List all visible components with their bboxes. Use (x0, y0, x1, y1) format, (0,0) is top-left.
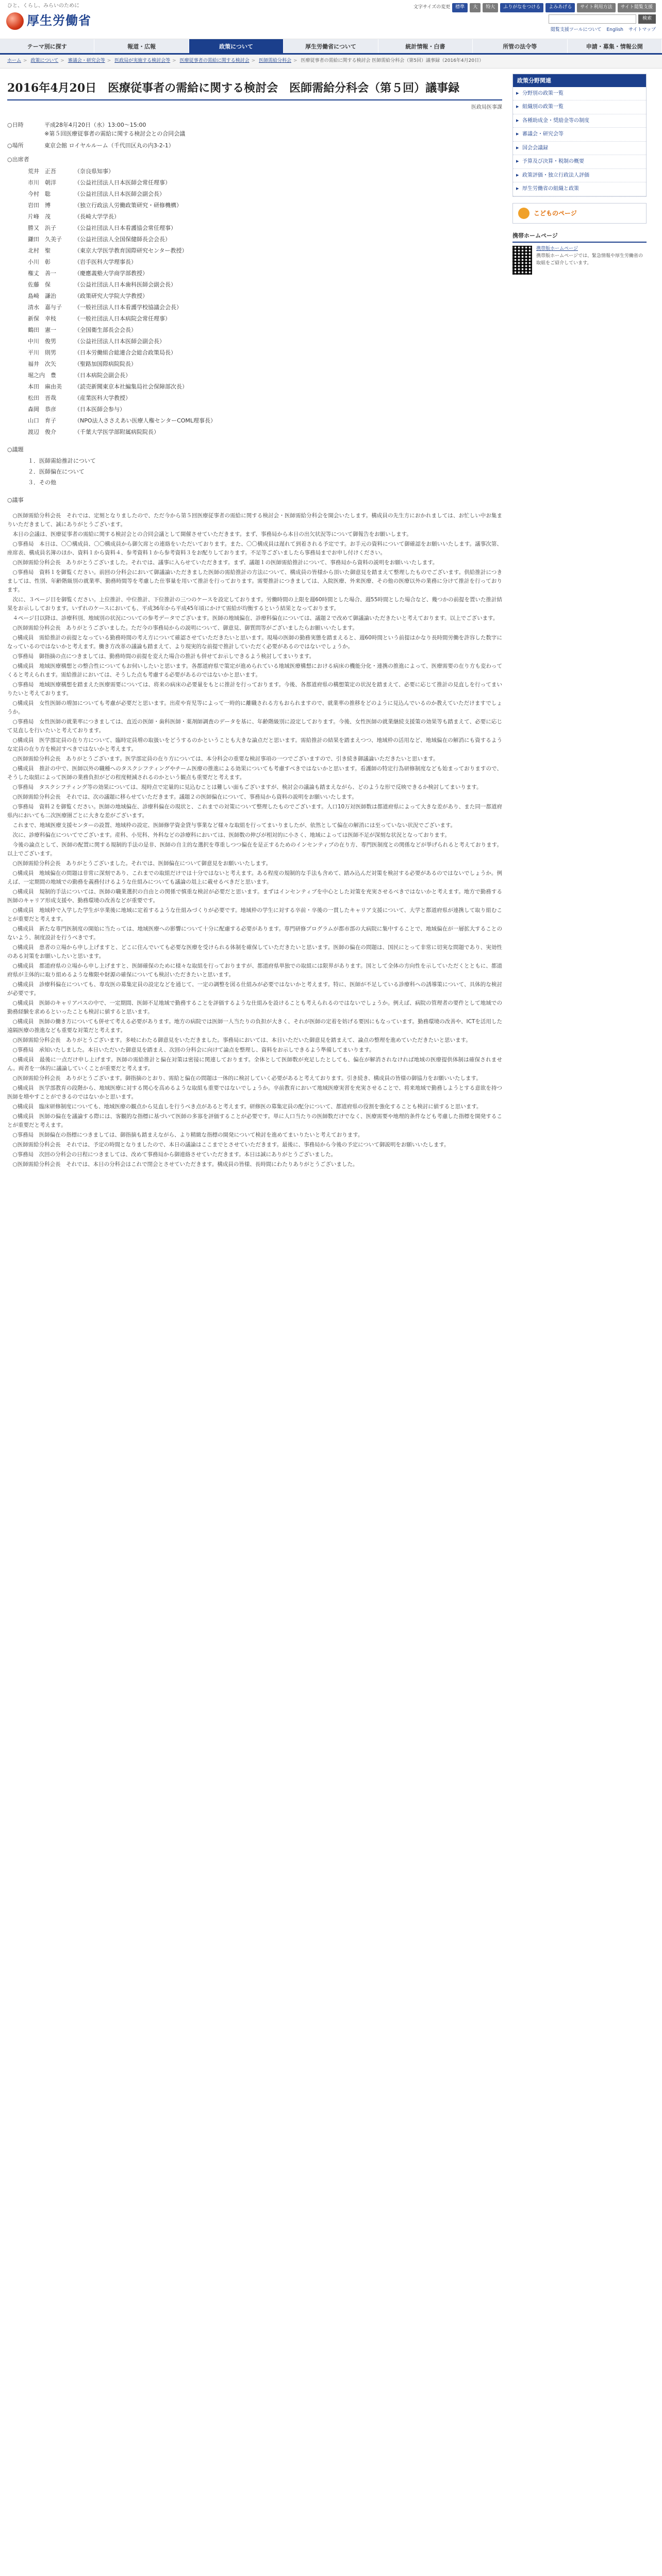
minutes-paragraph: ○事務局 承知いたしました。本日いただいた御意見を踏まえ、次回の分科会に向けて論点を整理し、資料をお示しできるよう準備してまいります。 (12, 1047, 375, 1054)
header-sub-links (551, 27, 656, 34)
attendee-name: 権丈 善一 (28, 270, 56, 277)
attendee-affiliation: （長崎大学学長） (74, 213, 120, 221)
minutes-paragraph: ○構成員 地域枠で入学した学生が卒業後に地域に定着するような仕組みづくりが必要です。地域枠の学生に対する卒前・卒後の一貫したキャリア支援について、大学と都道府県が連携して取り組むことが重要だと考えます。 (7, 907, 502, 923)
nav-press[interactable]: 報道・広報 (94, 39, 189, 53)
minutes-paragraph: 今後の論点として、医師の配置に関する規制的手法の是非、医師の自主的な選択を尊重しつつ偏在を是正するためのインセンティブの在り方、専門医制度との関係などが挙げられると考えております。以上でございます。 (7, 842, 502, 857)
nav-theme[interactable]: テーマ別に探す (0, 39, 94, 53)
qr-code-icon (512, 246, 532, 275)
attendee-row (7, 347, 502, 359)
attendee-name: 勝又 浜子 (28, 225, 56, 232)
minutes-paragraph: ○事務局 地域医療構想を踏まえた医療需要については、将来の病床の必要量をもとに推計を行っております。今後、各都道府県の構想策定の状況を踏まえて、必要に応じて推計の見直しを行ってまいりたいと考えております。 (7, 682, 502, 697)
page-title: 2016年4月20日 医療従事者の需給に関する検討会 医師需給分科会（第５回）議事録 (7, 74, 502, 100)
breadcrumb-policy[interactable]: 政策について (30, 58, 59, 63)
minutes-paragraph: ○事務局 本日は、〇〇構成員、〇〇構成員から御欠席との連絡をいただいております。また、〇〇構成員は遅れて到着される予定です。お手元の資料について御確認をお願いいたします。議事次第、座席表、構成員名簿のほか、資料１から資料４、参考資料１から参考資料３をお配りしております。不足等ございましたら事務局までお申し付けください。 (7, 541, 502, 556)
mobile-section (512, 230, 647, 275)
font-size-label: 文字サイズの変更 (413, 5, 451, 10)
attendee-row (7, 313, 502, 325)
attendee-affiliation: （日本医師会参与） (74, 406, 125, 413)
related-links-box (512, 74, 647, 197)
attendee-name: 佐藤 保 (28, 281, 51, 289)
minutes-paragraph: ○構成員 医学部定員の在り方について、臨時定員増の取扱いをどうするのかということも大きな論点だと思います。需給推計の結果を踏まえつつ、地域枠の活用など、地域偏在の解消にも資するような定員の在り方を検討すべきではないかと考えます。 (7, 737, 502, 753)
attendee-name: 島崎 謙治 (28, 293, 56, 300)
related-link[interactable]: ▶ 予算及び決算・税制の概要 (513, 155, 646, 169)
font-size-standard-button[interactable]: 標準 (452, 3, 468, 12)
minutes-body (7, 512, 502, 1169)
minutes-paragraph: ○事務局 医師偏在の指標につきましては、御指摘も踏まえながら、より精緻な指標の開発について検討を進めてまいりたいと考えております。 (12, 1132, 363, 1139)
attendee-row (7, 211, 502, 223)
attendee-row (7, 223, 502, 234)
main-content (7, 74, 512, 1170)
agenda-item: １．医師需給推計について (28, 457, 96, 465)
attendee-name: 今村 聡 (28, 191, 51, 198)
tagline: ひと、くらし、みらいのために (7, 3, 79, 9)
attendee-affiliation: （読売新聞東京本社編集局社会保障部次長） (74, 383, 188, 391)
minutes-paragraph: ○医師需給分科会長 ありがとうございます。御指摘のとおり、需給と偏在の問題は一体的に検討していく必要があると考えております。引き続き、構成員の皆様の御協力をお願いいたします。 (12, 1075, 482, 1082)
search-bar (549, 14, 656, 24)
attendee-row (7, 393, 502, 404)
attendee-affiliation: （NPO法人ささえあい医療人権センターCOML理事長） (74, 417, 217, 425)
attendee-affiliation: （日本病院会副会長） (74, 372, 131, 379)
attendee-name: 渡辺 俊介 (28, 429, 56, 436)
attendee-name: 岩田 博 (28, 202, 51, 209)
attendee-row (7, 325, 502, 336)
department-label: 医政局医事課 (471, 104, 502, 110)
font-size-xlarge-button[interactable]: 特大 (483, 3, 498, 12)
attendee-row (7, 279, 502, 291)
attendee-affiliation: （慶應義塾大学商学部教授） (74, 270, 148, 277)
agenda-item: ２．医師偏在について (28, 468, 85, 476)
attendee-name: 鎌田 久美子 (28, 236, 62, 243)
attendee-affiliation: （千葉大学医学部附属病院院長） (74, 429, 159, 436)
minutes-paragraph: ○医師需給分科会長 それでは、次の議題に移らせていただきます。議題２の医師偏在について、事務局から資料の説明をお願いいたします。 (12, 794, 357, 801)
english-link[interactable]: English (606, 27, 623, 32)
minutes-paragraph: ○医師需給分科会長 それでは、予定の時間となりましたので、本日の議論はここまでとさせていただきます。最後に、事務局から今後の予定について御説明をお願いいたします。 (12, 1142, 450, 1148)
minutes-paragraph: ○構成員 臨床研修制度についても、地域医療の観点から見直しを行うべき点があると考えます。研修医の募集定員の配分について、都道府県の役割を強化することも検討に値すると思います。 (12, 1104, 482, 1110)
attendee-row (7, 370, 502, 381)
related-link[interactable]: ▶ 各種助成金・奨励金等の制度 (513, 114, 646, 128)
minutes-paragraph: ○構成員 需給推計の前提となっている勤務時間の考え方について確認させていただきたいと思います。現場の医師の勤務実態を踏まえると、週60時間という前提はかなり長時間労働を許容した数字になっているのではないかと考えます。働き方改革の議論も踏まえて、より現実的な前提で推計していただく必要があるのではないでしょうか。 (7, 635, 502, 650)
attendee-row (7, 257, 502, 268)
attendee-affiliation: （一般社団法人日本病院会常任理事） (74, 315, 171, 323)
sitemap-link[interactable]: サイトマップ (628, 27, 656, 32)
site-logo[interactable] (6, 11, 91, 30)
attendee-row (7, 415, 502, 427)
breadcrumb-home[interactable]: ホーム (7, 58, 22, 63)
related-links-heading: 政策分野関連 (513, 74, 646, 87)
minutes-paragraph: ○構成員 医師の偏在を議論する際には、客観的な指標に基づいて医師の多寡を評価することが必要です。単に人口当たりの医師数だけでなく、医療需要や地理的条件なども考慮した指標を開発することが重要だと考えます。 (7, 1113, 502, 1129)
header-tools (413, 3, 656, 12)
minutes-paragraph: ○医師需給分科会長 それでは、本日の分科会はこれで閉会とさせていただきます。構成員の皆様、長時間にわたりありがとうございました。 (12, 1161, 358, 1168)
font-size-large-button[interactable]: 大 (470, 3, 481, 12)
breadcrumb-current: 医療従事者の需給に関する検討会 医師需給分科会（第5回）議事録（2016年4月20日） (301, 58, 484, 63)
site-name: 厚生労働省 (27, 13, 91, 28)
attendee-name: 鶴田 憲一 (28, 327, 56, 334)
attendee-name: 小川 彰 (28, 259, 51, 266)
minutes-paragraph: これまで、地域医療支援センターの設置、地域枠の設定、医師修学資金貸与事業など様々な取組を行ってまいりましたが、依然として偏在の解消には至っていない状況でございます。 (12, 822, 456, 829)
minutes-paragraph: 次に、診療科偏在についてでございます。産科、小児科、外科などの診療科においては、医師数の伸びが相対的に小さく、地域によっては医師不足が深刻な状況となっております。 (12, 832, 450, 839)
related-link[interactable]: ▶ 厚生労働省の組織と政策 (513, 182, 646, 196)
attendee-row (7, 268, 502, 279)
attendee-affiliation: （産業医科大学教授） (74, 395, 131, 402)
minutes-paragraph: ○構成員 患者の立場から申し上げますと、どこに住んでいても必要な医療を受けられる体制を確保していただきたいと思います。医師の偏在の問題は、国民にとって非常に切実な問題であり、実効性のある対策をお願いしたいと思います。 (7, 944, 502, 960)
minutes-heading: ○議事 (7, 497, 24, 504)
attendee-affiliation: （公益社団法人日本医師会副会長） (74, 191, 165, 198)
attendee-row (7, 200, 502, 211)
agenda-list (7, 456, 502, 488)
attendee-name: 清水 嘉与子 (28, 304, 62, 311)
nav-statistics[interactable]: 統計情報・白書 (378, 39, 473, 53)
attendee-row (7, 381, 502, 393)
attendee-name: 本田 麻由美 (28, 383, 62, 391)
related-link[interactable]: ▶ 国会会議録 (513, 142, 646, 156)
attendee-affiliation: （全国衛生部長会会長） (74, 327, 137, 334)
place-row (7, 141, 502, 150)
attendee-name: 森岡 恭彦 (28, 406, 56, 413)
attendees-heading: ○出席者 (7, 156, 29, 163)
attendee-affiliation: （公益社団法人日本看護協会常任理事） (74, 225, 176, 232)
attendee-affiliation: （公益社団法人日本医師会副会長） (74, 338, 165, 345)
breadcrumb-supply-demand[interactable]: 医療従事者の需給に関する検討会 (179, 58, 250, 63)
related-link[interactable]: ▶ 組織別の政策一覧 (513, 100, 646, 114)
minutes-paragraph: 次に、３ページ目を御覧ください。上位推計、中位推計、下位推計の三つのケースを設定しております。労働時間の上限を週60時間とした場合、週55時間とした場合など、幾つかの前提を置いた推計結果をお示ししております。いずれのケースにおいても、平成36年から平成45年頃にかけて需給が均衡するという結果となっております。 (7, 597, 502, 612)
support-tools-link[interactable]: 閲覧支援ツールについて (550, 27, 602, 32)
minutes-paragraph: ○医師需給分科会長 ありがとうございました。それでは、議事に入らせていただきます。まず、議題１の医師需給推計について、事務局から資料の説明をお願いいたします。 (12, 560, 438, 566)
attendee-affiliation: （独立行政法人労働政策研究・研修機構） (74, 202, 182, 209)
minutes-paragraph: ○事務局 次回の分科会の日程につきましては、改めて事務局から御連絡させていただきます。本日は誠にありがとうございました。 (12, 1151, 337, 1158)
breadcrumb-subcommittee[interactable]: 医師需給分科会 (259, 58, 292, 63)
date-note: ※第５回医療従事者の需給に関する検討会との合同会議 (44, 130, 186, 138)
breadcrumb-councils[interactable]: 審議会・研究会等 (68, 58, 105, 63)
attendee-name: 中川 俊男 (28, 338, 56, 345)
mobile-heading: 携帯ホームページ (512, 230, 647, 243)
minutes-paragraph: ○構成員 医師の働き方についても併せて考える必要があります。地方の病院では医師一人当たりの負担が大きく、それが医師の定着を妨げる要因にもなっています。勤務環境の改善や、ICTを活用した遠隔医療の推進なども重要な対策だと考えます。 (7, 1019, 502, 1034)
attendee-name: 平川 則男 (28, 349, 56, 357)
minutes-paragraph: ○事務局 資料１を御覧ください。前回の分科会において御議論いただきました医師の需給推計の方法について、構成員の皆様から頂いた御意見を踏まえて整理したものでございます。供給推計につきましては、性別、年齢階級別の就業率、勤務時間等を考慮した仕事量を用いて推計を行っております。需要推計につきましては、入院医療、外来医療、その他の医療以外の業務に分けて推計を行っております。 (7, 569, 502, 594)
attendee-row (7, 177, 502, 189)
kids-page-label: こどものページ (534, 209, 577, 217)
place-value: 東京会館 ロイヤルルーム（千代田区丸の内3-2-1） (44, 142, 174, 149)
mhlw-logo-icon (6, 12, 24, 30)
attendee-list (7, 166, 502, 438)
minutes-paragraph: ○構成員 新たな専門医制度の開始に当たっては、地域医療への影響について十分に配慮する必要があります。専門研修プログラムが都市部の大病院に集中することで、地域偏在が一層拡大することのないよう、制度設計を行うべきです。 (7, 926, 502, 941)
attendee-row (7, 189, 502, 200)
attendee-name: 山口 育子 (28, 417, 56, 425)
read-aloud-button[interactable]: よみあげる (545, 3, 575, 12)
minutes-paragraph: ○医師需給分科会長 ありがとうございます。多岐にわたる御意見をいただきました。事務局においては、本日いただいた御意見を踏まえて、論点の整理を進めていただきたいと思います。 (12, 1037, 471, 1044)
minutes-paragraph: ○構成員 女性医師の増加についても考慮が必要だと思います。出産や育児等によって一時的に離職される方もおられますので、就業率の推移をどのように見込んでいるのか教えていただけますでしょうか。 (7, 700, 502, 716)
attendee-affiliation: （奈良県知事） (74, 168, 114, 175)
kids-page-banner[interactable] (512, 203, 647, 224)
attendee-row (7, 302, 502, 313)
attendee-name: 片峰 茂 (28, 213, 51, 221)
attendee-affiliation: （公益社団法人日本歯科医師会副会長） (74, 281, 176, 289)
minutes-paragraph: ○構成員 最後に一点だけ申し上げます。医師の需給推計と偏在対策は密接に関連しております。全体として医師数が充足したとしても、偏在が解消されなければ地域の医療提供体制は確保されません。両者を一体的に議論していくことが重要だと考えます。 (7, 1057, 502, 1072)
attendee-affiliation: （聖路加国際病院院長） (74, 361, 137, 368)
minutes-paragraph: ○医師需給分科会長 ありがとうございました。ただ今の事務局からの説明について、御意見、御質問等がございましたらお願いいたします。 (12, 625, 358, 632)
attendee-affiliation: （東京大学医学教育国際研究センター教授） (74, 247, 188, 255)
attendee-name: 北村 聖 (28, 247, 51, 255)
kids-icon (518, 208, 529, 219)
attendee-row (7, 404, 502, 415)
accessibility-button[interactable]: サイト閲覧支援 (618, 3, 656, 12)
attendee-name: 福井 次矢 (28, 361, 56, 368)
related-links-list (513, 87, 646, 196)
attendee-affiliation: （政策研究大学院大学教授） (74, 293, 148, 300)
date-key: ○日時 (7, 122, 24, 129)
attendee-affiliation: （岩手医科大学理事長） (74, 259, 137, 266)
place-key: ○場所 (7, 142, 24, 149)
nav-policy[interactable]: 政策について (189, 39, 284, 53)
attendee-affiliation: （公益社団法人全国保健師長会会長） (74, 236, 171, 243)
agenda-heading: ○議題 (7, 446, 24, 453)
site-usage-button[interactable]: サイト利用方法 (577, 3, 615, 12)
search-button[interactable]: 検索 (638, 14, 656, 24)
minutes-paragraph: ○事務局 御指摘の点につきましては、勤務時間の前提を変えた場合の推計も併せてお示しできるよう検討してまいります。 (12, 653, 315, 660)
minutes-paragraph: ○構成員 都道府県の立場から申し上げますと、医師確保のために様々な取組を行っておりますが、都道府県単独での取組には限界があります。国として全体の方向性を示していただくとともに、都道府県が主体的に取り組めるような権限や財源の確保についても検討いただきたいと思います。 (7, 963, 502, 978)
site-header (0, 0, 662, 39)
mobile-description: 携帯版ホームページでは、緊急情報や厚生労働省の取組をご紹介しています。 (536, 253, 643, 266)
minutes-paragraph: ○構成員 診療科偏在についても、専攻医の募集定員の設定などを通じて、一定の調整を図る仕組みが必要ではないかと考えます。特に、医師が不足している診療科への誘導策について、具体的な検討が必要です。 (7, 981, 502, 997)
nav-about[interactable]: 厚生労働省について (284, 39, 378, 53)
attendee-name: 荒井 正吾 (28, 168, 56, 175)
search-input[interactable] (549, 14, 636, 24)
minutes-paragraph: ４ページ目以降は、診療科別、地域別の状況についての参考データでございます。医師の地域偏在、診療科偏在については、議題２で改めて御議論いただきたいと考えております。以上でございます。 (12, 615, 499, 622)
minutes-paragraph: ○事務局 タスクシフティング等の効果については、現時点で定量的に見込むことは難しい面もございますが、検討会の議論も踏まえながら、どのような形で反映できるか検討してまいります。 (12, 784, 482, 791)
minutes-paragraph: ○事務局 女性医師の就業率につきましては、直近の医師・歯科医師・薬剤師調査のデータを基に、年齢階級別に設定しております。今後、女性医師の就業継続支援策の効果等も踏まえて、必要に応じて見直しを行いたいと考えております。 (7, 719, 502, 734)
related-link[interactable]: ▶ 審議会・研究会等 (513, 128, 646, 142)
attendee-affiliation: （一般社団法人日本看護学校協議会会長） (74, 304, 182, 311)
nav-laws[interactable]: 所管の法令等 (473, 39, 567, 53)
minutes-paragraph: ○構成員 推計の中で、医師以外の職種へのタスクシフティングやチーム医療の推進による効果についても考慮すべきではないかと思います。看護師の特定行為研修制度なども始まっておりますので、そうした取組によって医師の業務負担がどの程度軽減されるのかという観点も重要だと考えます。 (7, 766, 502, 781)
minutes-paragraph: ○医師需給分科会長 ありがとうございました。それでは、医師偏在について御意見をお願いいたします。 (12, 860, 272, 867)
minutes-paragraph: ○事務局 資料２を御覧ください。医師の地域偏在、診療科偏在の現状と、これまでの対策について整理したものでございます。人口10万対医師数は都道府県によって大きな差があり、また同一都道府県内においても二次医療圏ごとに大きな差がございます。 (7, 804, 502, 819)
attendee-row (7, 427, 502, 438)
minutes-paragraph: ○構成員 地域医療構想との整合性についてもお伺いしたいと思います。各都道府県で策定が進められている地域医療構想における病床の機能分化・連携の推進によって、医療需要の在り方も変わってくると考えられます。需給推計においては、そうした点も考慮する必要があるのではないかと思います。 (7, 663, 502, 679)
attendee-row (7, 291, 502, 302)
breadcrumb-medical-bureau[interactable]: 医政局が実施する検討会等 (114, 58, 171, 63)
minutes-paragraph: ○医師需給分科会長 それでは、定刻となりましたので、ただ今から第５回医療従事者の需給に関する検討会・医師需給分科会を開会いたします。構成員の先生方におかれましては、お忙しい中お集まりいただきまして、誠にありがとうございます。 (7, 513, 502, 528)
global-nav (0, 39, 662, 55)
attendee-row (7, 359, 502, 370)
furigana-button[interactable]: ふりがなをつける (500, 3, 543, 12)
minutes-paragraph: ○構成員 地域偏在の問題は非常に深刻であり、これまでの取組だけでは十分ではないと考えます。ある程度の規制的な手法も含めて、踏み込んだ対策を検討する必要があるのではないでしょうか。例えば、一定期間の地域での勤務を義務付けるような仕組みについても議論の俎上に載せるべきだと思います。 (7, 870, 502, 886)
attendee-name: 堀之内 豊 (28, 372, 56, 379)
sidebar (512, 74, 647, 1170)
mobile-link[interactable]: 携帯版ホームページ (536, 246, 578, 252)
attendee-name: 新保 幸枝 (28, 315, 56, 323)
related-link[interactable]: ▶ 分野別の政策一覧 (513, 87, 646, 101)
attendee-row (7, 234, 502, 245)
attendee-name: 松田 晋哉 (28, 395, 56, 402)
nav-applications[interactable]: 申請・募集・情報公開 (568, 39, 662, 53)
minutes-paragraph: ○構成員 規制的手法については、医師の職業選択の自由との関係で慎重な検討が必要だと思います。まずはインセンティブを中心とした対策を充実させるべきではないかと考えます。地方で勤務する医師のキャリア形成支援や、勤務環境の改善などが重要です。 (7, 889, 502, 904)
minutes-paragraph: ○構成員 医師のキャリアパスの中で、一定期間、医師不足地域で勤務することを評価するような仕組みを設けることも考えられるのではないでしょうか。例えば、病院の管理者の要件として地域での勤務経験を求めるといったことも検討に値すると思います。 (7, 1000, 502, 1015)
minutes-paragraph: 本日の会議は、医療従事者の需給に関する検討会との合同会議として開催させていただきます。まず、事務局から本日の出欠状況等について御報告をお願いします。 (12, 531, 412, 538)
attendee-affiliation: （日本労働組合総連合会総合政策局長） (74, 349, 176, 357)
attendee-row (7, 336, 502, 347)
minutes-paragraph: ○医師需給分科会長 ありがとうございます。医学部定員の在り方については、本分科会の重要な検討事項の一つでございますので、引き続き御議論いただきたいと思います。 (12, 756, 439, 762)
breadcrumb: ホーム > 政策について > 審議会・研究会等 > 医政局が実施する検討会等 > 医療従事者の需給に関する検討会 > 医師需給分科会 > 医療従事者の需給に関する検討会 医師需給分科会（第5回）議事録（2016年4月20日） (0, 55, 662, 69)
minutes-paragraph: ○構成員 医学部教育の段階から、地域医療に対する関心を高めるような取組も重要ではないでしょうか。卒前教育において地域医療実習を充実させることで、将来地域で勤務しようとする意欲を持つ医師を増やすことができるのではないかと思います。 (7, 1085, 502, 1100)
attendee-affiliation: （公益社団法人日本医師会常任理事） (74, 179, 171, 187)
related-link[interactable]: ▶ 政策評価・独立行政法人評価 (513, 169, 646, 183)
agenda-item: ３．その他 (28, 479, 56, 486)
attendee-name: 市川 朝洋 (28, 179, 56, 187)
date-value: 平成28年4月20日（水）13:00～15:00 (44, 122, 146, 129)
attendee-row (7, 245, 502, 257)
date-row (7, 121, 502, 138)
attendee-row (7, 166, 502, 177)
